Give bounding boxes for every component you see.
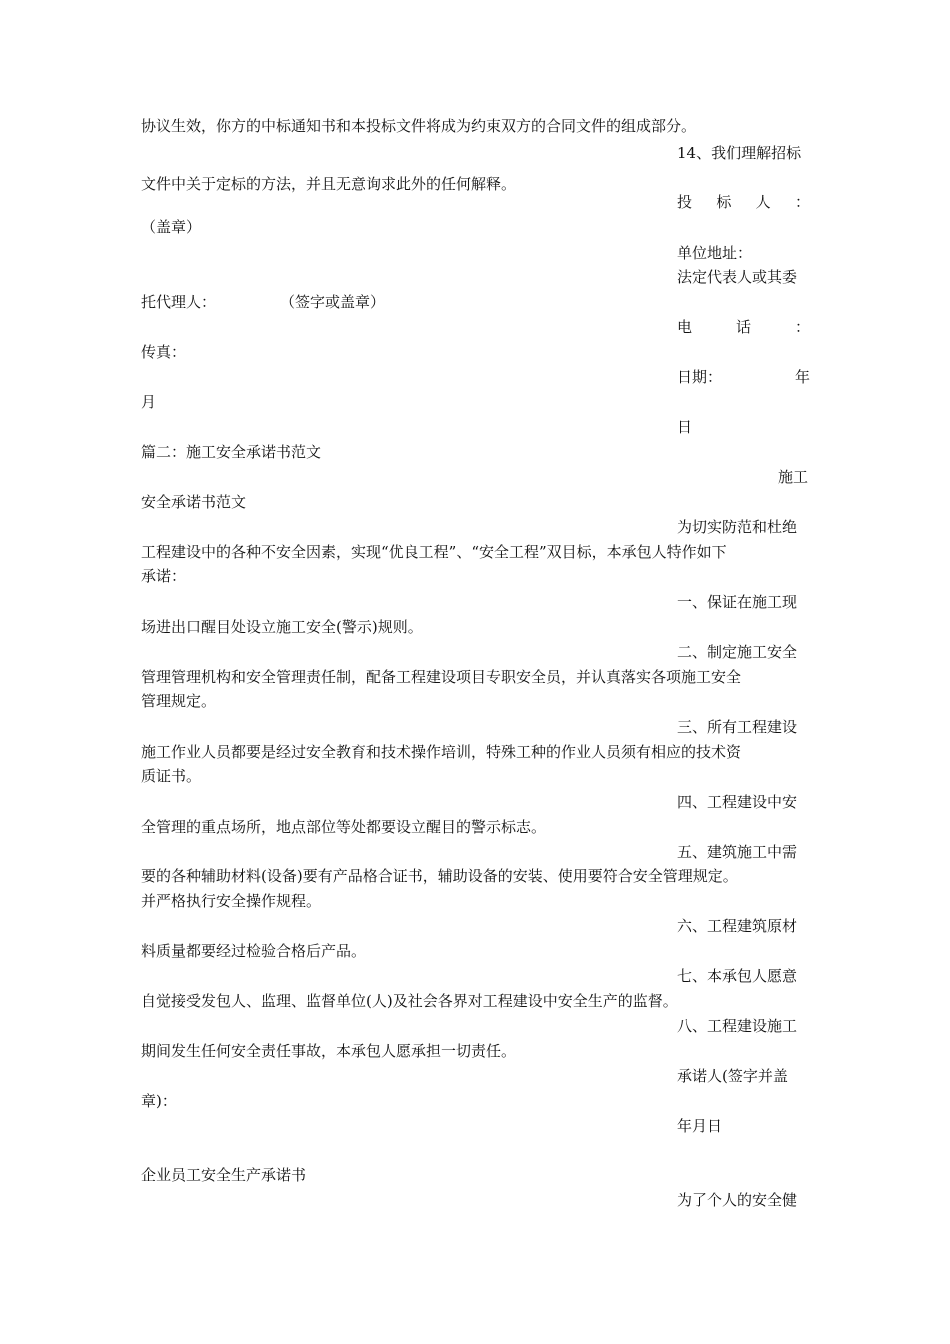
bidder-label bbox=[677, 192, 810, 212]
text-line: 料质量都要经过检验合格后产品。 bbox=[141, 942, 367, 960]
label-char: ： bbox=[794, 193, 810, 211]
text-line: 管理管理机构和安全管理责任制，配备工程建设项目专职安全员，并认真落实各项施工安全 bbox=[141, 668, 742, 686]
month-char: 月 bbox=[141, 393, 157, 411]
promisor-label: 承诺人(签字并盖 bbox=[677, 1067, 788, 1085]
item-14-heading: 14、我们理解招标 bbox=[677, 144, 802, 162]
legal-rep-label: 法定代表人或其委 bbox=[677, 268, 798, 286]
label-char: 人 bbox=[755, 193, 771, 211]
item-2-heading: 二、制定施工安全 bbox=[677, 643, 798, 661]
seal-note: （盖章） bbox=[141, 218, 202, 236]
label-char: 标 bbox=[716, 193, 732, 211]
text-line: 施工作业人员都要是经过安全教育和技术操作培训，特殊工种的作业人员须有相应的技术资 bbox=[141, 743, 742, 761]
date-label bbox=[677, 367, 810, 387]
paragraph-start: 为切实防范和杜绝 bbox=[677, 518, 798, 536]
text-line: 工程建设中的各种不安全因素，实现“优良工程”、“安全工程”双目标，本承包人特作如下 bbox=[141, 543, 727, 561]
fax-label: 传真： bbox=[141, 343, 187, 361]
agent-label bbox=[141, 292, 385, 312]
item-5-heading: 五、建筑施工中需 bbox=[677, 843, 798, 861]
text-line: 要的各种辅助材料(设备)要有产品格合证书，辅助设备的安装、使用要符合安全管理规定。 bbox=[141, 867, 738, 885]
section-three-heading: 企业员工安全生产承诺书 bbox=[141, 1166, 307, 1184]
text-line: 质证书。 bbox=[141, 767, 202, 785]
title-fragment: 安全承诺书范文 bbox=[141, 493, 247, 511]
text-line: 并严格执行安全操作规程。 bbox=[141, 892, 322, 910]
year-char: 年 bbox=[794, 368, 810, 386]
date-label-text: 日期： bbox=[677, 368, 723, 386]
text-line: 协议生效，你方的中标通知书和本投标文件将成为约束双方的合同文件的组成部分。 bbox=[141, 117, 697, 135]
text-line: 文件中关于定标的方法，并且无意询求此外的任何解释。 bbox=[141, 175, 517, 193]
item-8-heading: 八、工程建设施工 bbox=[677, 1017, 798, 1035]
title-fragment: 施工 bbox=[778, 468, 809, 486]
item-4-heading: 四、工程建设中安 bbox=[677, 793, 798, 811]
label-char: 话 bbox=[735, 318, 751, 336]
label-char: ： bbox=[794, 318, 810, 336]
text-line: 全管理的重点场所，地点部位等处都要设立醒目的警示标志。 bbox=[141, 818, 547, 836]
item-3-heading: 三、所有工程建设 bbox=[677, 718, 798, 736]
text-line: 承诺： bbox=[141, 567, 187, 585]
day-char: 日 bbox=[677, 418, 693, 436]
text-line: 期间发生任何安全责任事故，本承包人愿承担一切责任。 bbox=[141, 1042, 517, 1060]
item-1-heading: 一、保证在施工现 bbox=[677, 593, 798, 611]
label-char: 投 bbox=[677, 193, 693, 211]
text-line: 章)： bbox=[141, 1092, 177, 1110]
item-7-heading: 七、本承包人愿意 bbox=[677, 967, 798, 985]
signature-note: （签字或盖章） bbox=[280, 293, 386, 311]
section-two-heading: 篇二：施工安全承诺书范文 bbox=[141, 443, 322, 461]
item-6-heading: 六、工程建筑原材 bbox=[677, 917, 798, 935]
address-label: 单位地址： bbox=[677, 244, 753, 262]
text-line: 自觉接受发包人、监理、监督单位(人)及社会各界对工程建设中安全生产的监督。 bbox=[141, 992, 678, 1010]
date-line: 年月日 bbox=[677, 1117, 723, 1135]
label-char: 电 bbox=[677, 318, 693, 336]
text-line: 场进出口醒目处设立施工安全(警示)规则。 bbox=[141, 618, 423, 636]
agent-label-text: 托代理人： bbox=[141, 293, 217, 311]
text-line: 管理规定。 bbox=[141, 692, 217, 710]
phone-label bbox=[677, 317, 810, 337]
paragraph-start: 为了个人的安全健 bbox=[677, 1191, 798, 1209]
